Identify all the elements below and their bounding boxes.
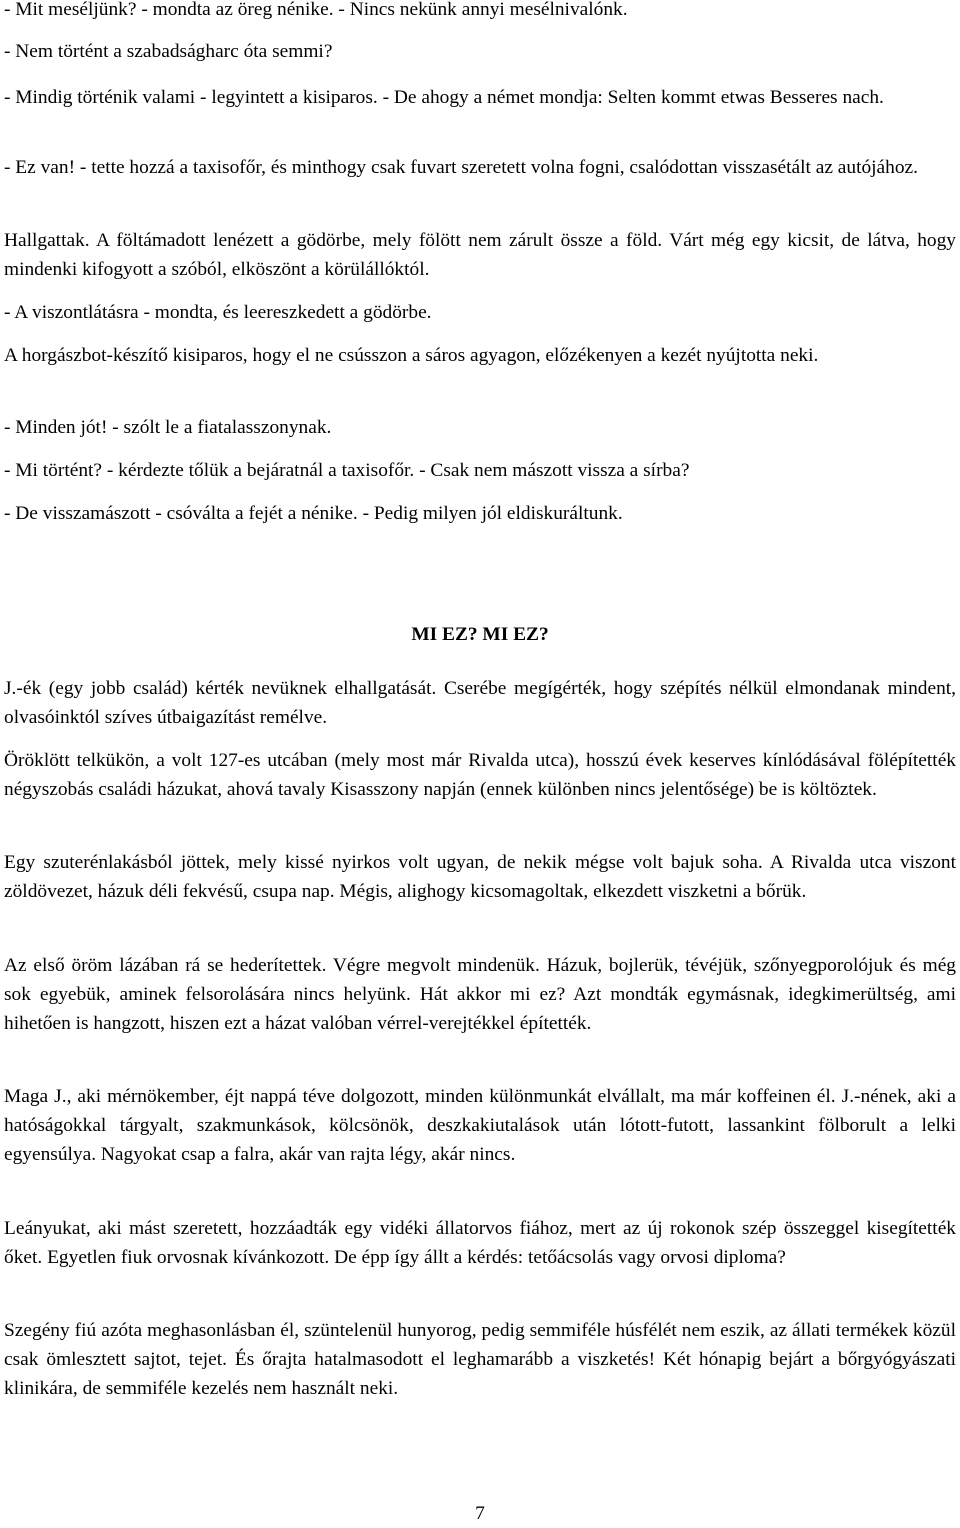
paragraph-dialogue-1: - Mit meséljünk? - mondta az öreg nénike. - Nincs nekünk annyi mesélnivalónk. (4, 0, 628, 20)
paragraph-body-7: Szegény fiú azóta meghasonlásban él, szüntelenül hunyorog, pedig semmiféle húsfélét nem eszik, az állati termékek közül csak ömlesztett sajtot, tejet. És őrajta hatalmasodott el leghamarább a viszketés! Két hónapig bejárt a bőrgyógyászati klinikára, de semmiféle kezelés nem használt neki. (4, 1320, 956, 1399)
paragraph-dialogue-2: - Nem történt a szabadságharc óta semmi? (4, 41, 333, 62)
paragraph-dialogue-5: - A viszontlátásra - mondta, és leereszkedett a gödörbe. (4, 302, 432, 323)
paragraph-dialogue-8: - De visszamászott - csóválta a fejét a nénike. - Pedig milyen jól eldiskuráltunk. (4, 503, 623, 524)
paragraph-dialogue-6: - Minden jót! - szólt le a fiatalasszonynak. (4, 417, 332, 438)
section-title: MI EZ? MI EZ? (411, 624, 549, 645)
paragraph-narration-2: A horgászbot-készítő kisiparos, hogy el ne csússzon a sáros agyagon, előzékenyen a kezét nyújtotta neki. (4, 345, 819, 366)
paragraph-body-6: Leányukat, aki mást szeretett, hozzáadták egy vidéki állatorvos fiához, mert az új rokonok szép összeggel kisegítették őket. Egyetlen fiuk orvosnak kívánkozott. De épp így állt a kérdés: tetőácsolás vagy orvosi diploma? (4, 1218, 956, 1268)
paragraph-narration-1: Hallgattak. A föltámadott lenézett a gödörbe, mely fölött nem zárult össze a föld. Várt még egy kicsit, de látva, hogy mindenki kifogyott a szóból, elköszönt a körülállóktól. (4, 230, 956, 280)
paragraph-body-5: Maga J., aki mérnökember, éjt nappá téve dolgozott, minden különmunkát elvállalt, ma már koffeinen él. J.-nének, aki a hatóságokkal tárgyalt, szakmunkások, kölcsönök, deszkakiutalások után lótott-futott, lassankint fölborult a lelki egyensúlya. Nagyokat csap a falra, akár van rajta légy, akár nincs. (4, 1086, 956, 1165)
paragraph-body-3: Egy szuterénlakásból jöttek, mely kissé nyirkos volt ugyan, de nekik mégse volt bajuk soha. A Rivalda utca viszont zöldövezet, házuk déli fekvésű, csupa nap. Mégis, alighogy kicsomagoltak, elkezdett viszketni a bőrük. (4, 852, 956, 902)
paragraph-body-4: Az első öröm lázában rá se hederítettek. Végre megvolt mindenük. Házuk, bojlerük, tévéjük, szőnyegporolójuk és még sok egyebük, aminek felsorolására nincs helyünk. Hát akkor mi ez? Azt mondták egymásnak, idegkimerültség, ami hihetően is hangzott, hiszen ezt a házat valóban vérrel-verejtékkel építették. (4, 955, 956, 1034)
page-number: 7 (475, 1503, 485, 1524)
paragraph-dialogue-4: - Ez van! - tette hozzá a taxisofőr, és minthogy csak fuvart szeretett volna fogni, csalódottan visszasétált az autójához. (4, 157, 919, 178)
paragraph-dialogue-3: - Mindig történik valami - legyintett a kisiparos. - De ahogy a német mondja: Selten kommt etwas Besseres nach. (4, 87, 884, 108)
paragraph-dialogue-7: - Mi történt? - kérdezte tőlük a bejáratnál a taxisofőr. - Csak nem mászott vissza a sírba? (4, 460, 690, 481)
paragraph-body-1: J.-ék (egy jobb család) kérték nevüknek elhallgatását. Cserébe megígérték, hogy szépítés nélkül elmondanak mindent, olvasóinktól szíves útbaigazítást remélve. (4, 678, 956, 728)
paragraph-body-2: Öröklött telkükön, a volt 127-es utcában (mely most már Rivalda utca), hosszú évek keserves kínlódásával fölépítették négyszobás családi házukat, ahová tavaly Kisasszony napján (ennek különben nincs jelentősége) be is költöztek. (4, 750, 956, 800)
